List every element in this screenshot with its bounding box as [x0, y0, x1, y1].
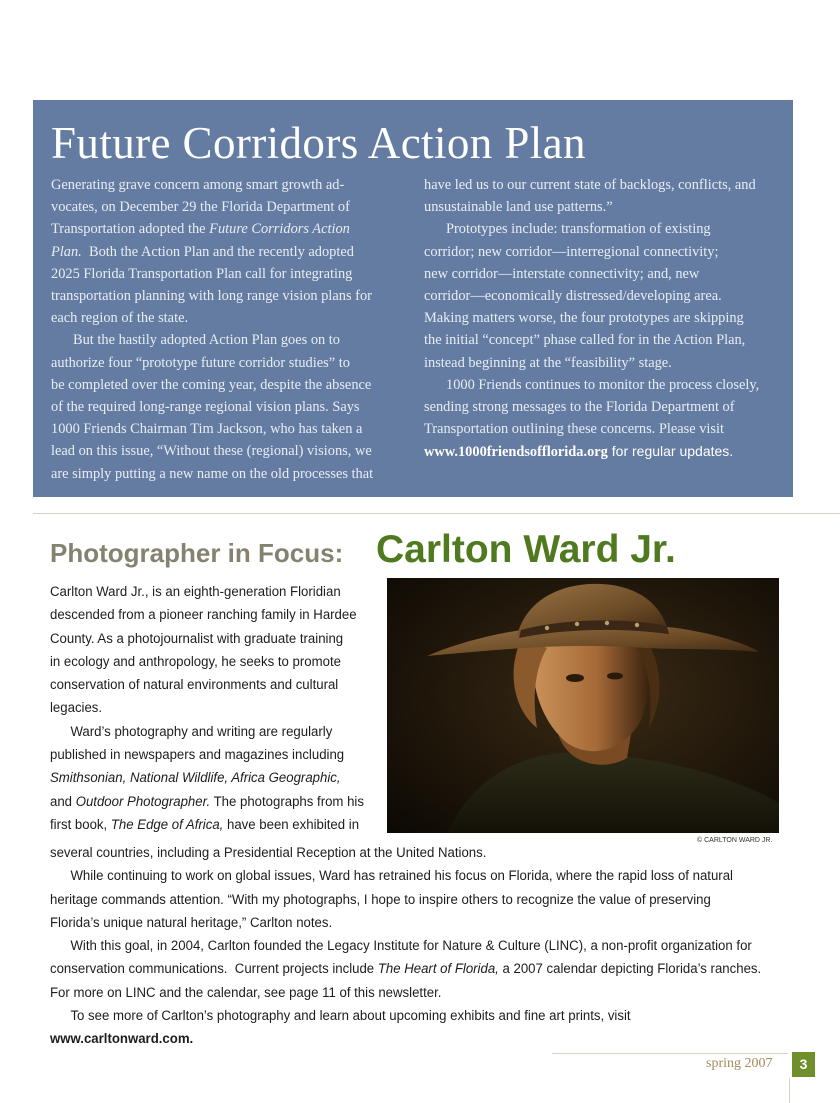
text-line: While continuing to work on global issues, Ward has retrained his focus on Florida, where the rapid loss of natural: [70, 868, 733, 885]
text-line: descended from a pioneer ranching family in Hardee: [50, 607, 357, 624]
carltonward-website-link[interactable]: www.carltonward.com.: [50, 1031, 194, 1048]
plan-title-italic: Future Corridors Action: [209, 221, 350, 238]
text-line: have led us to our current state of backlogs, conflicts, and: [424, 177, 756, 193]
magazine-titles: Smithsonian, National Wildlife, Africa Geographic,: [50, 770, 341, 787]
text-line: 1000 Friends continues to monitor the process closely,: [446, 376, 760, 393]
calendar-title: The Heart of Florida,: [377, 961, 499, 978]
text-line: 2025 Florida Transportation Plan call for integrating: [51, 265, 353, 282]
text-line: Transportation outlining these concerns. Please visit: [424, 421, 725, 438]
future-corridors-box: [33, 100, 793, 497]
text-run: for regular updates.: [607, 443, 734, 460]
text-line: legacies.: [50, 700, 103, 717]
footer-vertical-rule: [789, 1078, 790, 1103]
text-run: have been exhibited in: [223, 816, 360, 833]
photographer-bio-narrow: [50, 581, 364, 837]
friends-website-link[interactable]: www.1000friendsofflorida.org: [424, 444, 608, 461]
future-corridors-left-column: [51, 174, 396, 485]
section-divider: [33, 513, 840, 514]
text-line: be completed over the coming year, despite the absence: [51, 376, 372, 393]
footer-rule: [552, 1053, 788, 1054]
plan-title-italic: Plan.: [51, 243, 82, 260]
text-line: the initial “concept” phase called for in the Action Plan,: [424, 332, 746, 349]
text-line: published in newspapers and magazines including: [50, 747, 345, 764]
text-line: Carlton Ward Jr., is an eighth-generation Floridian: [50, 584, 341, 600]
text-line: Ward’s photography and writing are regularly: [70, 723, 333, 740]
text-run: a 2007 calendar depicting Florida’s ranches.: [498, 961, 762, 978]
text-line: corridor; new corridor—interregional connectivity;: [424, 243, 719, 260]
future-corridors-right-column: [424, 174, 784, 464]
text-line: [50, 958, 761, 981]
text-line: instead beginning at the “feasibility” stage.: [424, 354, 672, 371]
text-line: in ecology and anthropology, he seeks to promote: [50, 653, 341, 670]
photographer-bio-wide: [50, 842, 761, 1052]
text-run: conservation communications. Current projects include: [50, 961, 378, 978]
text-line: of the required long-range regional vision plans. Says: [51, 399, 360, 416]
text-line: lead on this issue, “Without these (regional) visions, we: [51, 443, 372, 460]
text-line: [51, 241, 396, 263]
text-line: authorize four “prototype future corridor studies” to: [51, 354, 350, 371]
text-line: sending strong messages to the Florida Department of: [424, 399, 735, 416]
text-line: several countries, including a Presidential Reception at the United Nations.: [50, 845, 487, 861]
text-line: For more on LINC and the calendar, see page 11 of this newsletter.: [50, 984, 442, 1001]
text-run: first book,: [50, 816, 111, 833]
text-run: Both the Action Plan and the recently adopted: [81, 243, 354, 260]
text-line: conservation of natural environments and cultural: [50, 677, 339, 694]
text-line: [51, 218, 396, 240]
text-line: Prototypes include: transformation of existing: [446, 221, 711, 238]
photographer-name-heading: Carlton Ward Jr.: [376, 528, 676, 571]
fc-paragraph-2: [51, 329, 396, 484]
text-line: Making matters worse, the four prototypes are skipping: [424, 310, 744, 327]
text-run: The photographs from his: [210, 793, 364, 810]
fc-paragraph-1: [51, 174, 396, 329]
text-line: each region of the state.: [51, 310, 189, 327]
fc-paragraph-4: [424, 218, 784, 373]
magazine-title: Outdoor Photographer.: [75, 793, 211, 810]
issue-season: spring 2007: [706, 1056, 773, 1071]
text-line: are simply putting a new name on the old processes that: [51, 465, 374, 482]
text-line: transportation planning with long range vision plans for: [51, 288, 372, 305]
text-line: With this goal, in 2004, Carlton founded the Legacy Institute for Nature & Culture (LINC), a non-profit organization for: [70, 938, 752, 955]
photo-credit: © CARLTON WARD JR.: [697, 837, 773, 844]
text-line: [50, 791, 364, 814]
text-run: and: [50, 793, 76, 810]
text-line: But the hastily adopted Action Plan goes on to: [73, 332, 340, 349]
portrait-illustration: [387, 578, 779, 833]
text-line: County. As a photojournalist with graduate training: [50, 630, 344, 647]
text-line: vocates, on December 29 the Florida Department of: [51, 199, 350, 216]
text-line: [50, 814, 364, 837]
text-line: unsustainable land use patterns.”: [424, 199, 613, 216]
text-line: corridor—economically distressed/developing area.: [424, 288, 722, 305]
fc-paragraph-5: [424, 374, 784, 464]
photographer-portrait-photo: [387, 578, 779, 833]
text-line: To see more of Carlton’s photography and learn about upcoming exhibits and fine art prints, visit: [70, 1008, 631, 1025]
text-line: Generating grave concern among smart growth ad-: [51, 177, 345, 193]
future-corridors-title: Future Corridors Action Plan: [51, 118, 586, 168]
fc-paragraph-3: [424, 174, 784, 218]
text-line: [50, 767, 364, 790]
text-line: Florida’s unique natural heritage,” Carlton notes.: [50, 914, 333, 931]
text-run: Transportation adopted the: [51, 221, 210, 238]
text-line: heritage commands attention. “With my photographs, I hope to inspire others to recognize the value of preserving: [50, 891, 711, 908]
text-line: 1000 Friends Chairman Tim Jackson, who has taken a: [51, 421, 363, 438]
book-title: The Edge of Africa,: [110, 816, 224, 833]
text-line: new corridor—interstate connectivity; and, new: [424, 265, 700, 282]
text-line: [424, 440, 784, 463]
photographer-section-label: Photographer in Focus:: [50, 538, 344, 568]
page-number-badge: 3: [792, 1052, 815, 1077]
